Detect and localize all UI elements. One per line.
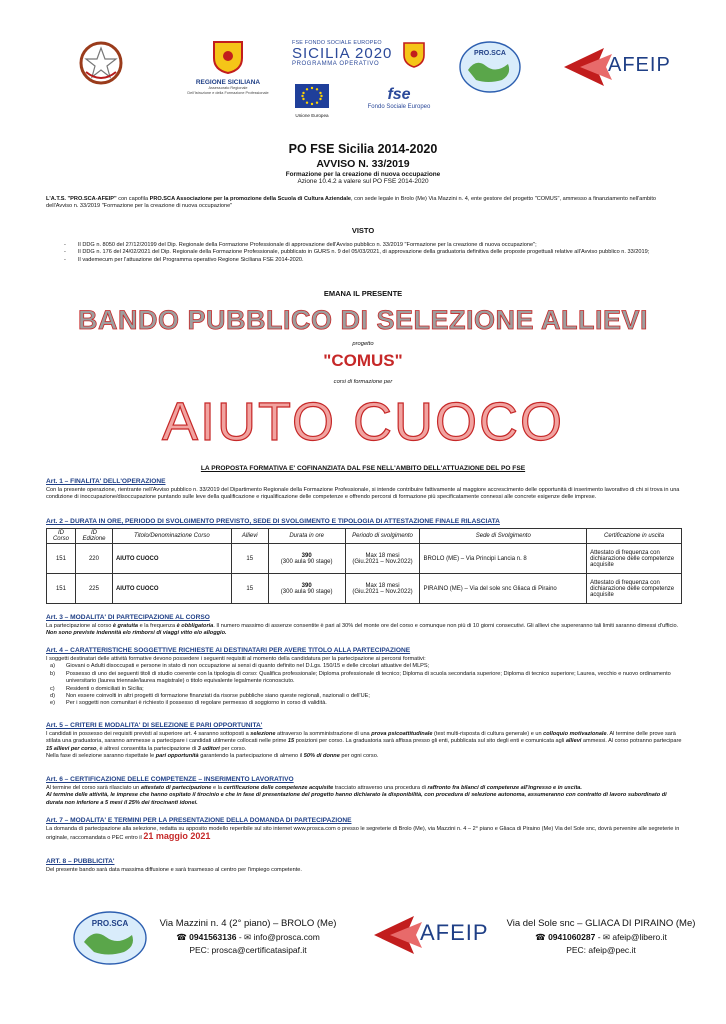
cell-titolo: AIUTO CUOCO: [112, 544, 231, 574]
corso-title: AIUTO CUOCO: [161, 392, 565, 452]
footer-prosca-logo: [72, 910, 148, 966]
table-header-row: [47, 529, 682, 544]
art4-text: [46, 656, 682, 708]
footer-left-phone-row: [150, 932, 346, 943]
regione-sub: Assessorato Regionale Dell'Istruzione e della Formazione Professionale: [187, 86, 269, 95]
art1-title: Art. 1 – FINALITA' DELL'OPERAZIONE: [46, 478, 166, 485]
cell-durata: [268, 544, 345, 574]
table-row: [47, 544, 682, 574]
regione-name: REGIONE SICILIANA: [195, 79, 261, 86]
art3-t2: e la frequenza: [138, 623, 177, 629]
fse-line2: SICILIA 2020: [292, 45, 393, 62]
progetto-name: "COMUS": [323, 351, 403, 370]
art4-letter: a): [50, 663, 55, 670]
logo-unione-europea: [294, 84, 330, 122]
art5-text: [46, 731, 682, 761]
footer-left-pec: PEC: prosca@certificatasipaf.it: [189, 945, 307, 955]
fse-sicilia-flag: [402, 42, 426, 68]
art7-t1: La domanda di partecipazione alla selezione, redatta su apposito modello reperibile sul sito internet www.prosca.com o presso le segreterie di Brolo (Me), via Mazzini n. 4 – 2° piano e Gliaca di Piraino (Me) Via del Sole snc, dovrà pervenire alle segreterie in originale, raccomandata o PEC entro il: [46, 826, 680, 842]
art5-p1: I candidati in possesso dei requisiti previsti al superiore art. 4 saranno sottoposti a selezione attraverso la somministrazione di una prova psicoattitudinale (test multi-risposta di cultura generale) e un colloquio motivazionale. Al termine delle prove sarà stilata una graduatoria, saranno ammesse a partecipare i candidati utilmente collocati nelle prime 15 posizioni per corso. La graduatoria sarà affissa presso gli enti, pubblicata sul sito degli enti e comunicata agli allievi ammessi. Al corso potranno partecipare 15 allievi per corso, è altresì consentita la partecipazione di 3 uditori per corso.: [46, 731, 682, 752]
visto-list: [64, 242, 682, 264]
art4-item-text: Non essere coinvolti in altri progetti di formazione finanziati da risorse pubbliche siano queste regionali, nazionali o dell'UE;: [66, 693, 370, 700]
table-header-cell: Allievi: [231, 529, 268, 544]
art4-item-text: Residenti o domiciliati in Sicilia;: [66, 685, 144, 692]
logo-repubblica: [78, 40, 124, 86]
cell-allievi: 15: [231, 544, 268, 574]
phone-icon: ☎: [535, 932, 546, 942]
separator: -: [597, 932, 603, 942]
table-header-cell: ID Edizione: [75, 529, 112, 544]
fse-mark: fse: [387, 86, 411, 103]
art4-item-text: Possesso di uno dei seguenti titoli di studio coerente con la tipologia di corso: Qualifica professionale; Diploma professionale di tecnico; Diploma di scuola secondaria superiore; Diploma di tecnico superiore; Laurea, vecchio e nuovo ordinamento universitario (laurea triennale/laurea magistrale) o titolo equivalente legalmente riconosciuto.: [66, 670, 671, 685]
cell-titolo: AIUTO CUOCO: [112, 574, 231, 604]
art4-item: [46, 693, 682, 700]
ats-bold: PRO.SCA Associazione per la promozione della Scuola di Cultura Aziendale: [149, 196, 352, 202]
footer-afeip-text: AFEIP: [420, 920, 489, 945]
periodo-main: Max 18 mesi: [365, 582, 400, 589]
footer-right-pec: PEC: afeip@pec.it: [566, 945, 636, 955]
art6-p1: Al termine del corso sarà rilasciato un attestato di partecipazione e la certificazione delle competenze acquisite tracciato attraverso una procedura di raffronto fra bilanci di competenze all'ingresso e in uscita.: [46, 785, 582, 791]
art4-item-text: Giovani o Adulti disoccupati e persone in stato di non occupazione ai sensi di quanto definito nel D.Lgs. 150/15 e delle circolari attuative del MLPS;: [66, 663, 430, 670]
cell-certificazione: Attestato di frequenza con dichiarazione delle competenze acquisite: [587, 544, 682, 574]
art3-gratuita: è gratuita: [112, 623, 139, 629]
cell-sede: PIRAINO (ME) – Via del sole snc Gliaca di Piraino: [420, 574, 587, 604]
repubblica-emblem-icon: [78, 40, 124, 86]
eu-caption: Unione Europea: [295, 113, 329, 118]
doc-header: [0, 142, 726, 185]
art2-title: Art. 2 – DURATA IN ORE, PERIODO DI SVOLGIMENTO PREVISTO, SEDE DI SVOLGIMENTO E TIPOLOGIA DI ATTESTAZIONE FINALE RILASCIATA: [46, 518, 500, 525]
logo-fse-sicilia-2020: [292, 40, 412, 80]
logo-prosca: [458, 40, 522, 94]
emana-heading: EMANA IL PRESENTE: [323, 289, 403, 298]
art6-text: [46, 785, 682, 807]
art7-deadline: 21 maggio 2021: [143, 831, 211, 842]
art4-title: Art. 4 – CARATTERISTICHE SOGGETTIVE RICHIESTE AI DESTINATARI PER AVERE TITOLO ALLA PARTECIPAZIONE: [46, 647, 411, 654]
art4-item-text: Per i soggetti non comunitari è richiesto il possesso di regolare permesso di soggiorno in corso di validità.: [66, 700, 327, 707]
table-header-cell: Titolo/Denominazione Corso: [112, 529, 231, 544]
table-header-cell: Durata in ore: [268, 529, 345, 544]
table-header-cell: Periodo di svolgimento: [345, 529, 420, 544]
art8-text: Del presente bando sarà data massima diffusione e sarà trasmesso al centro per l'impiego competente.: [46, 867, 302, 873]
logo-fondo-sociale-europeo: [364, 86, 434, 122]
art8-title: ART. 8 – PUBBLICITA': [46, 858, 115, 865]
fse-line1: FSE FONDO SOCIALE EUROPEO: [292, 40, 382, 46]
footer-left-address: Via Mazzini n. 4 (2° piano) – BROLO (Me): [159, 918, 337, 929]
logo-regione-siciliana: [178, 40, 278, 102]
footer-left-contacts: [150, 918, 346, 955]
art4-letter: e): [50, 700, 55, 707]
art5-title: Art. 5 – CRITERI E MODALITA' DI SELEZIONE E PARI OPPORTUNITA': [46, 722, 263, 729]
art1-text: Con la presente operazione, rientrante nell'Avviso pubblico n. 33/2019 del Dipartimento Regionale della Formazione Professionale, si intende contribuire fattivamente al maggiore accrescimento delle opportunità di inserimento lavorativo di chi si trova in una condizione di inoccupazione/disoccupazione puntando sulle leve della qualificazione e riqualificazione delle competenze e offrendo percorsi di formazione più specificatamente connessi alle concrete esigenze delle imprese.: [46, 487, 680, 501]
visto-item: - Il vademecum per l'attuazione del Programma operativo Regione Siciliana FSE 2014-2020.: [64, 257, 682, 264]
avviso-sub2: Azione 10.4.2 a valere sul PO FSE 2014-2020: [297, 178, 429, 185]
art4-letter: d): [50, 693, 55, 700]
art4-item: [46, 700, 682, 707]
art7-title: Art. 7 – MODALITA' E TERMINI PER LA PRESENTAZIONE DELLA DOMANDA DI PARTECIPAZIONE: [46, 817, 352, 824]
footer-left-phone: 0941563136: [189, 932, 237, 942]
durata-ore: 390: [301, 552, 312, 559]
footer-right-email[interactable]: afeip@libero.it: [612, 932, 667, 942]
visto-item: - Il DDG n. 176 del 24/02/2021 del Dip. Regionale della Formazione Professionale, pubblicato in GURS n. 9 del 05/03/2021, di approvazione della graduatoria definitiva delle proposte progettuali relative all'Avviso pubblico n. 33/2019;: [64, 249, 682, 256]
table-header-cell: ID Corso: [47, 529, 76, 544]
intro-paragraph: [46, 196, 682, 211]
afeip-text: AFEIP: [608, 54, 671, 76]
periodo-sub: (Giu.2021 – Nov.2022): [352, 588, 413, 595]
footer-right-address: Via del Sole snc – GLIACA DI PIRAINO (Me): [506, 918, 696, 929]
footer-right-phone: 0941060287: [548, 932, 596, 942]
ats-lead: L'A.T.S. "PRO.SCA-AFEIP": [46, 196, 117, 202]
art4-item: [46, 686, 682, 693]
art3-obbligatoria: è obbligatoria: [176, 623, 214, 629]
art4-letter: c): [50, 685, 55, 692]
art4-lead: I soggetti destinatari delle attività formative devono possedere i seguenti requisiti al momento della candidatura per la partecipazione ai percorsi formativi:: [46, 656, 426, 662]
eu-flag-icon: [295, 84, 329, 108]
phone-icon: ☎: [176, 932, 187, 942]
bando-title: BANDO PUBBLICO DI SELEZIONE ALLIEVI: [77, 305, 649, 335]
ats-mid: con capofila: [116, 196, 150, 202]
durata-ore: 390: [301, 582, 312, 589]
avviso-title: AVVISO N. 33/2019: [316, 158, 410, 170]
art4-item: [46, 663, 682, 670]
art5-p2: Nella fase di selezione saranno rispettate le pari opportunità garantendo la partecipazione di almeno il 50% di donne per ogni corso.: [46, 753, 379, 760]
table-row: [47, 574, 682, 604]
fse-line3: PROGRAMMA OPERATIVO: [292, 61, 380, 67]
footer-afeip-logo: [370, 910, 500, 960]
footer-prosca-text: PRO.SCA: [91, 919, 129, 928]
art3-text: [46, 623, 682, 638]
trinacria-small-icon: [402, 42, 426, 68]
footer-right-phone-row: [496, 932, 706, 943]
art3-t1: La partecipazione al corso: [46, 623, 113, 629]
po-title: PO FSE Sicilia 2014-2020: [288, 142, 438, 156]
mail-icon: ✉: [602, 932, 611, 942]
art3-no-indennita: Non sono previste indennità e/o rimborsi di viaggi vitto e/o alloggio.: [46, 630, 227, 637]
cell-id-corso: 151: [47, 574, 76, 604]
footer-right-contacts: [496, 918, 706, 955]
art6-title: Art. 6 – CERTIFICAZIONE DELLE COMPETENZE – INSERIMENTO LAVORATIVO: [46, 776, 294, 783]
avviso-sub1: Formazione per la creazione di nuova occupazione: [285, 171, 441, 178]
cell-sede: BROLO (ME) – Via Principi Lancia n. 8: [420, 544, 587, 574]
progetto-label: progetto: [352, 341, 374, 347]
art4-letter: b): [50, 670, 55, 677]
cell-certificazione: Attestato di frequenza con dichiarazione delle competenze acquisite: [587, 574, 682, 604]
corsi-label: corsi di formazione per: [333, 379, 393, 385]
visto-heading: VISTO: [351, 226, 375, 235]
fse-caption: Fondo Sociale Europeo: [367, 104, 431, 110]
table-header-cell: Certificazione in uscita: [587, 529, 682, 544]
logo-afeip: [560, 42, 670, 92]
periodo-main: Max 18 mesi: [365, 552, 400, 559]
art3-t3: . Il numero massimo di assenze consentite è pari al 30% del monte ore del corso e comunque non più di 10 giorni consecutivi. Gli allievi che supereranno tali limiti saranno dimessi d'ufficio.: [213, 623, 679, 629]
cell-id-edizione: 220: [75, 544, 112, 574]
art4-item: [46, 671, 682, 686]
art7-text: [46, 826, 682, 843]
cell-allievi: 15: [231, 574, 268, 604]
courses-table: [46, 528, 682, 604]
durata-sub: (300 aula 90 stage): [280, 558, 333, 565]
art3-title: Art. 3 – MODALITA' DI PARTECIPAZIONE AL CORSO: [46, 614, 210, 621]
footer-left-email[interactable]: info@prosca.com: [253, 932, 320, 942]
separator: -: [238, 932, 245, 942]
prosca-globe-icon: [458, 40, 522, 94]
art6-p2: Al termine delle attività, le imprese che hanno ospitato il tirocinio e che in fase di presentazione del progetto hanno dichiarato la disponibilità, con procedura di selezione autonoma, assumeranno con contratto di lavoro subordinato di durata non inferiore a 5 mesi il 25% dei tirocinanti idonei.: [46, 792, 667, 806]
trinacria-icon: [211, 40, 245, 74]
ats-rest: , con sede legale in Brolo (Me) Via Mazzini n. 4, ente gestore del progetto "COMUS", ammesso a finanziamento nell'ambito dell'Avviso n. 33/2019 "Formazione per la creazione di nuova occupazione": [46, 196, 657, 210]
durata-sub: (300 aula 90 stage): [280, 588, 333, 595]
cofinanziata-banner: LA PROPOSTA FORMATIVA E' COFINANZIATA DAL FSE NELL'AMBITO DELL'ATTUAZIONE DEL PO FSE: [200, 465, 526, 472]
mail-icon: ✉: [244, 932, 252, 942]
table-header-cell: Sede di Svolgimento: [420, 529, 587, 544]
visto-item: - Il DDG n. 8050 del 27/12/20199 del Dip. Regionale della Formazione Professionale di approvazione dell'Avviso pubblico n. 33/2019 "Formazione per la creazione di nuova occupazione";: [64, 242, 682, 249]
cell-periodo: [345, 544, 420, 574]
cell-id-edizione: 225: [75, 574, 112, 604]
cell-periodo: [345, 574, 420, 604]
periodo-sub: (Giu.2021 – Nov.2022): [352, 558, 413, 565]
cell-id-corso: 151: [47, 544, 76, 574]
prosca-text: PRO.SCA: [474, 50, 506, 57]
cell-durata: [268, 574, 345, 604]
